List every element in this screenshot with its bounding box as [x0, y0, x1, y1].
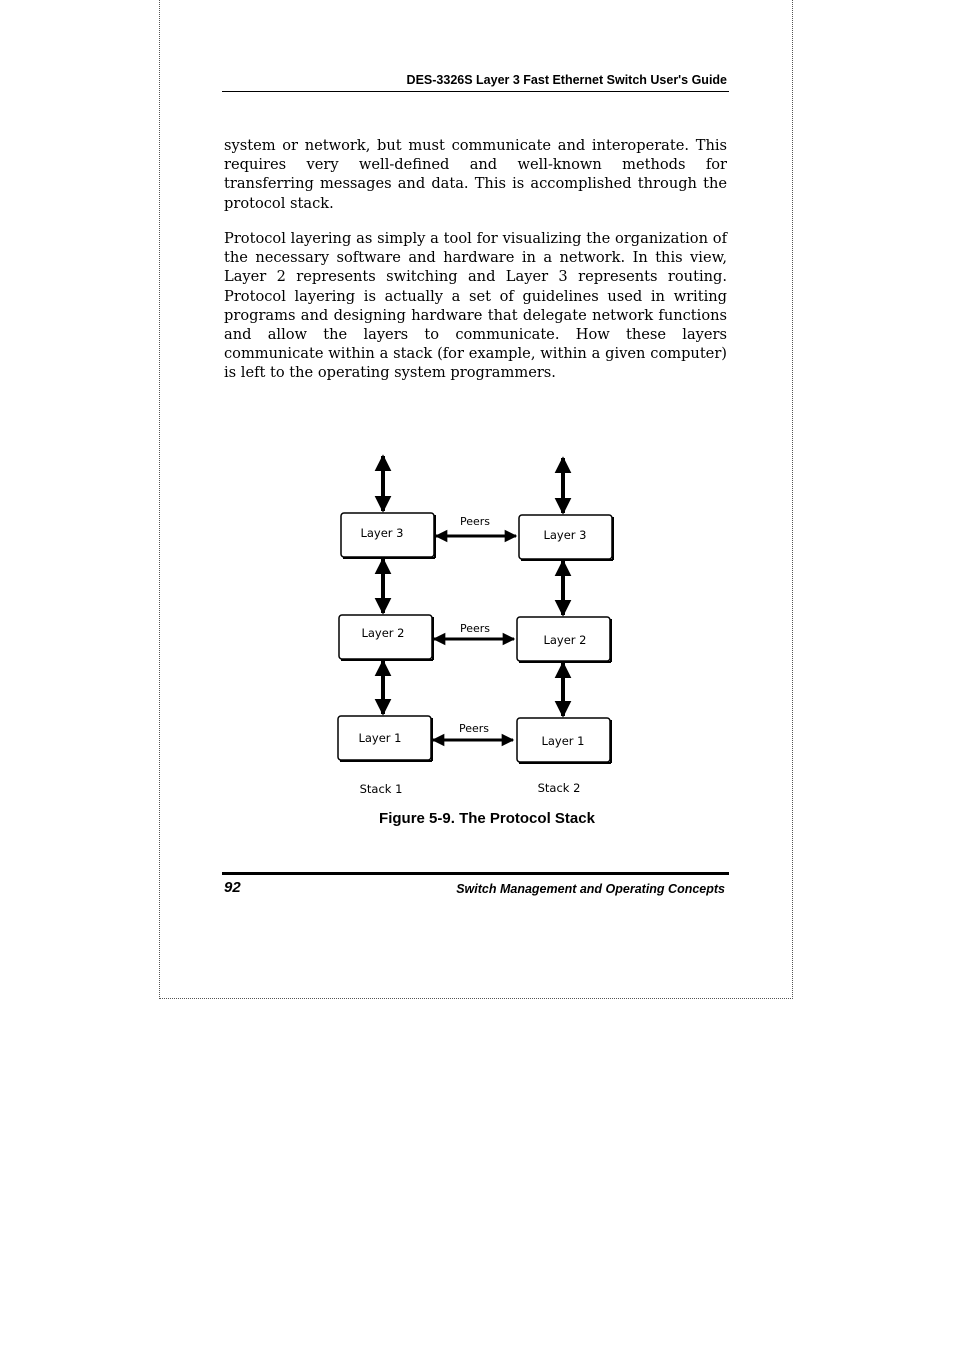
page-number: 92	[224, 879, 241, 896]
peers-label-layer3: Peers	[459, 515, 491, 528]
header-rule	[222, 91, 729, 92]
stack1-layer2-label: Layer 2	[361, 626, 405, 640]
running-header: DES-3326S Layer 3 Fast Ethernet Switch User's Guide	[406, 73, 727, 87]
stack1-layer1-label: Layer 1	[358, 731, 402, 745]
stack2-label: Stack 2	[537, 781, 581, 795]
peers-label-layer1: Peers	[458, 722, 490, 735]
stack2-layer3-label: Layer 3	[543, 528, 587, 542]
stack1-label: Stack 1	[359, 782, 403, 796]
stack1-layer3-label: Layer 3	[360, 526, 404, 540]
footer-rule	[222, 872, 729, 875]
body-paragraph-2: Protocol layering as simply a tool for visualizing the organization of the necessary software and hardware in a network. In this view, Layer 2 represents switching and Layer 3 represents routing. Protocol layering is actually a set of guidelines used in writing programs and designing hardware that delegate network functions and allow the layers to communicate. How these layers communicate within a stack (for example, within a given computer) is left to the operating system programmers.	[224, 230, 727, 382]
peers-label-layer2: Peers	[459, 622, 491, 635]
body-paragraph-1: system or network, but must communicate and interoperate. This requires very well-defined and well-known methods for transferring messages and data. This is accomplished through the protocol stack.	[224, 137, 727, 212]
footer-section-title: Switch Management and Operating Concepts	[456, 882, 725, 896]
protocol-stack-diagram	[320, 448, 640, 808]
stack2-layer1-label: Layer 1	[541, 734, 585, 748]
figure-caption: Figure 5-9. The Protocol Stack	[379, 810, 595, 827]
stack2-layer2-label: Layer 2	[543, 633, 587, 647]
